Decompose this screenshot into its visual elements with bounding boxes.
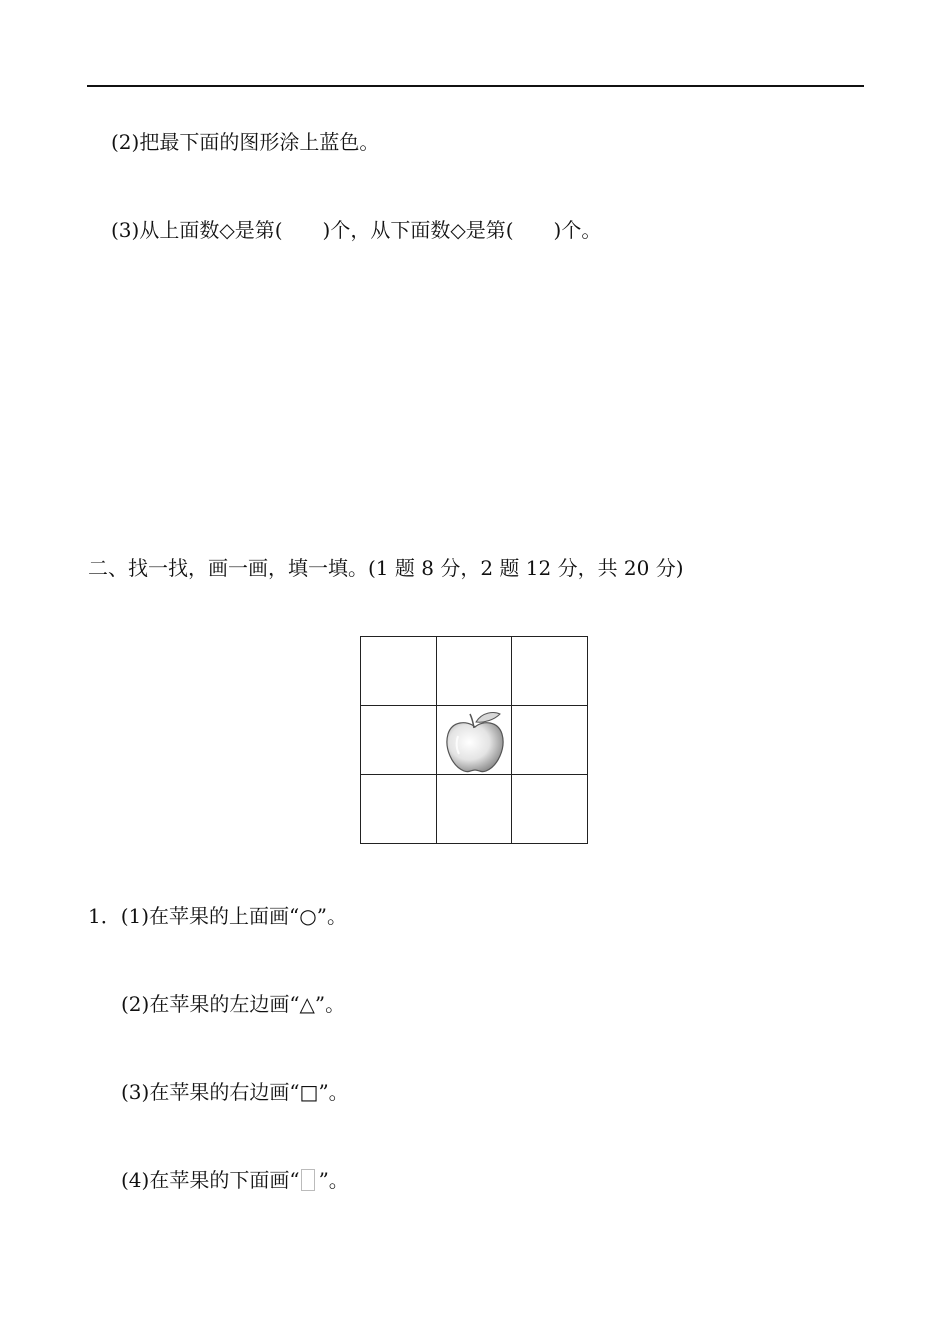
grid-cell-bottom-center[interactable] xyxy=(437,775,512,843)
question-1-3: (3)在苹果的右边画“□”。 xyxy=(121,1080,349,1104)
grid-cell-bottom-right[interactable] xyxy=(512,775,587,843)
item3-text-a: (3)从上面数◇是第( xyxy=(111,218,283,242)
grid-cell-top-left[interactable] xyxy=(361,637,437,706)
question-item-2: (2)把最下面的图形涂上蓝色。 xyxy=(111,130,380,154)
grid-cell-middle-left[interactable] xyxy=(361,706,437,775)
item3-text-b: )个，从下面数◇是第( xyxy=(322,218,514,242)
position-grid xyxy=(360,636,588,844)
empty-rectangle-icon xyxy=(301,1169,315,1191)
question-1-2: (2)在苹果的左边画“△”。 xyxy=(121,992,346,1016)
q4-text-b: ”。 xyxy=(318,1168,349,1192)
q4-text-a: (4)在苹果的下面画“ xyxy=(121,1168,300,1192)
question-1-4 xyxy=(121,1167,349,1193)
grid-cell-top-center[interactable] xyxy=(437,637,512,706)
header-rule xyxy=(87,85,864,87)
item3-text-c: )个。 xyxy=(553,218,602,242)
grid-cell-bottom-left[interactable] xyxy=(361,775,437,843)
question-1-1: 1．(1)在苹果的上面画“○”。 xyxy=(88,904,347,928)
grid-cell-middle-right[interactable] xyxy=(512,706,587,775)
apple-icon xyxy=(440,708,510,774)
grid-cell-top-right[interactable] xyxy=(512,637,587,706)
section-2-heading: 二、找一找，画一画，填一填。(1 题 8 分，2 题 12 分，共 20 分) xyxy=(88,556,684,580)
grid-cell-center[interactable] xyxy=(437,706,512,775)
question-item-3 xyxy=(111,217,601,243)
